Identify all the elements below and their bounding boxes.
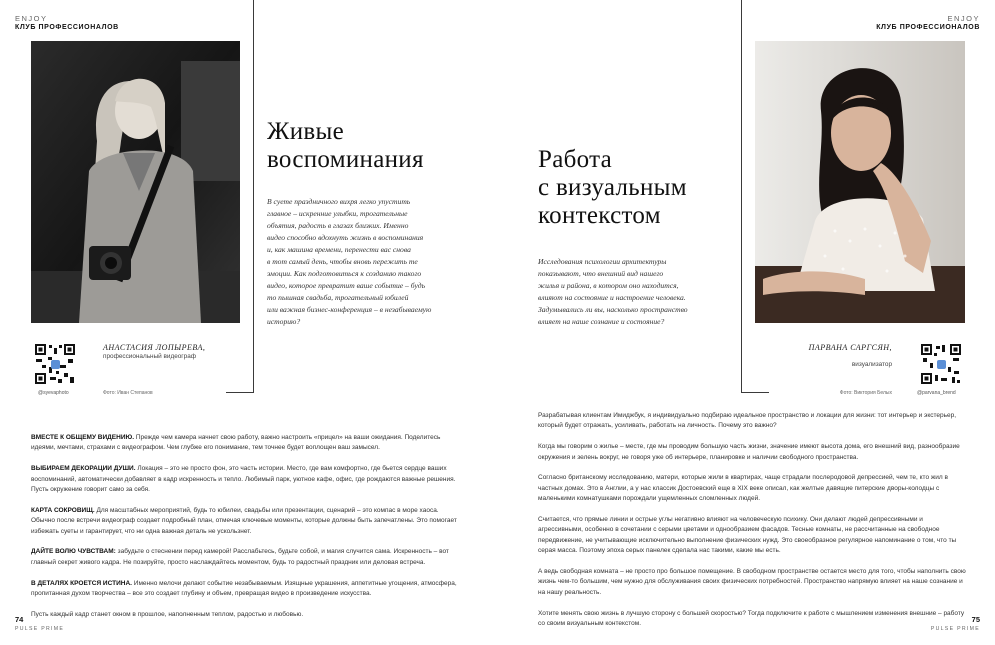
left-section-label: КЛУБ ПРОФЕССИОНАЛОВ: [15, 24, 119, 31]
paragraph-heading: ДАЙТЕ ВОЛЮ ЧУВСТВАМ:: [31, 548, 116, 556]
left-frame-vertical-line: [253, 0, 254, 393]
right-frame-vertical-line: [741, 0, 742, 393]
paragraph-text: забудьте о стеснении перед камерой! Расслабьтесь, будьте собой, и магия случится сама. Искренность – вот главный секрет живого кадра. Не позируйте, просто наслаждайтесь моментом, будь то радостный праздник или деловая встреча.: [31, 548, 449, 566]
left-person-role: профессиональный видеограф: [103, 353, 197, 360]
right-title-line-3: контекстом: [538, 202, 661, 229]
left-body-paragraph: [31, 547, 461, 568]
left-page-number: 74: [15, 615, 24, 624]
right-body-paragraph: Разрабатывая клиентам Имиджбук, я индивидуально подбираю идеальное пространство и локации для жизни: тот интерьер и экстерьер, который будет отражать, усиливать, работать на личность. Почему это важно?: [538, 412, 957, 430]
left-lead-paragraph: [267, 196, 482, 328]
videographer-photo-image: [31, 41, 240, 323]
right-title-line-1: Работа: [538, 146, 613, 173]
right-article-title: [538, 146, 738, 230]
visualizer-photo-image: [755, 41, 965, 323]
right-lead-line: жилья и района, в котором оно находится,: [538, 281, 679, 290]
left-lead-line: то пышная свадьба, трогательный юбилей: [267, 293, 409, 302]
right-lead-line: влияет на наше сознание и состояние?: [538, 317, 665, 326]
paragraph-text: Именно мелочи делают событие незабываемым. Изящные украшения, аппетитные угощения, атмосфера, пропитанная духом творчества – все это создает глубину и объем, превращая видео в произведение искусства.: [31, 579, 457, 598]
left-body-paragraph: [31, 579, 461, 600]
paragraph-heading: ВЫБИРАЕМ ДЕКОРАЦИИ ДУШИ.: [31, 465, 136, 473]
left-lead-line: В суете праздничного вихря легко упустить: [267, 197, 411, 206]
right-section-label: КЛУБ ПРОФЕССИОНАЛОВ: [876, 24, 980, 31]
left-magazine-name: PULSE PRIME: [15, 626, 65, 632]
paragraph-heading: КАРТА СОКРОВИЩ.: [31, 506, 95, 514]
right-body-paragraph: Считается, что прямые линии и острые углы негативно влияют на человеческую психику. Они делают людей депрессивными и агрессивными, особенно в сочетании с серыми цветами и однообразием фасадов. Тесные комнаты, не рассчитанные на свободное передвижение, не учитывающие исключительно выполнение физических нужд. Это своеобразное регулярное напоминание о том, что ты серая масса. Поэтому эпоха серых панелек сделала нас такими, какие мы есть.: [538, 516, 957, 555]
right-body-paragraph: Когда мы говорим о жилье – месте, где мы проводим большую часть жизни, значение имеют высота дома, его внешний вид, разнообразие окружения и зелень вокруг, не говоря уже об интерьере, планировке и наличии свободного пространства.: [538, 443, 960, 461]
right-photo-credit: Фото: Виктория Белых: [839, 390, 892, 396]
right-kicker: ENJOY: [947, 14, 980, 23]
qr-code-icon: [920, 343, 962, 385]
left-portrait-photo: [31, 41, 240, 323]
left-body-paragraph: [31, 610, 461, 620]
left-lead-line: видео способно вдохнуть жизнь в воспоминания: [267, 233, 424, 242]
left-article-title: [267, 118, 497, 174]
left-qr-handle[interactable]: @syevaphoto: [38, 390, 69, 396]
left-kicker: ENJOY: [15, 14, 48, 23]
right-portrait-photo: [755, 41, 965, 323]
paragraph-heading: ВМЕСТЕ К ОБЩЕМУ ВИДЕНИЮ.: [31, 434, 135, 441]
left-lead-line: историю?: [267, 317, 301, 326]
left-lead-line: в тот самый день, чтобы вновь пережить те: [267, 257, 418, 266]
right-page-number: 75: [971, 615, 980, 624]
right-person-role: визуализатор: [851, 361, 892, 368]
right-magazine-name: PULSE PRIME: [930, 626, 980, 632]
right-body-paragraph: Хотите менять свою жизнь в лучшую сторону с большей скоростью? Тогда подключите к работе с мышлением изменения внешние – работу со своим визуальным контекстом.: [538, 609, 965, 628]
right-body-paragraph: А ведь свободная комната – не просто про большое помещение. В свободном пространстве остается место для того, чтобы наполнить свою жизнь чем-то большим, чем нужно для обслуживания своих физических потребностей. Пространство напрямую влияет на наше сознание и на нашу реальность.: [538, 568, 966, 596]
paragraph-text: Локация – это не просто фон, это часть истории. Место, где вам комфортно, где бьется сердце ваших воспоминаний, автоматически добавляет в кадр искренность и тепло. Любимый парк, уютное кафе, офис, где рождаются важные решения. Пусть окружение говорит само за себя.: [31, 465, 456, 494]
left-lead-line: главное – искренние улыбки, трогательные: [267, 209, 408, 218]
left-qr-code[interactable]: [34, 343, 76, 385]
paragraph-text: Для масштабных мероприятий, будь то юбилеи, свадьбы или презентации, сценарий – это компас в море хаоса. Обычно после встречи видеограф создает подробный план, отмечая ключевые моменты, которые должны быть запечатлены. Это помогает избежать суеты и гарантирует, что ни одна важная деталь не ускользнет.: [31, 506, 457, 535]
left-lead-line: объятия, радость в глазах близких. Именно: [267, 221, 409, 230]
right-lead-paragraph: [538, 256, 738, 328]
left-lead-line: эмоции. Как подготовиться к созданию такого: [267, 269, 422, 278]
qr-code-icon: [34, 343, 76, 385]
right-lead-line: Задумывались ли вы, насколько пространство: [538, 305, 688, 314]
right-lead-line: показывают, что внешний вид нашего: [538, 269, 664, 278]
left-title-line-1: Живые: [267, 118, 344, 145]
right-frame-horizontal-line: [741, 392, 769, 393]
left-body-paragraph: [31, 506, 461, 537]
left-lead-line: и, как машина времени, перенести вас снова: [267, 245, 411, 254]
right-person-name: ПАРВАНА САРГСЯН,: [808, 343, 892, 352]
paragraph-text: Прежде чем камера начнет свою работу, важно настроить «прицел» на ваши ожидания. Поделитесь идеями, мечтами, страхами с видеографом. Чем глубже его понимание, тем точнее будет воплощен ваш замысел.: [31, 434, 441, 452]
left-lead-line: или важная бизнес-конференция – в незабываемую: [267, 305, 432, 314]
right-body-text: [538, 411, 966, 640]
right-title-line-2: с визуальным: [538, 174, 687, 201]
left-lead-line: видео, которое превратит ваше событие – будь: [267, 281, 426, 290]
paragraph-heading: В ДЕТАЛЯХ КРОЕТСЯ ИСТИНА.: [31, 579, 132, 587]
right-lead-line: Исследования психологии архитектуры: [538, 257, 667, 266]
right-body-paragraph: Согласно британскому исследованию, матери, которые жили в квартирах, чаще страдали послеродовой депрессией, чем те, кто жил в частных домах. Это в Англии, а у нас классик Достоевский еще в XIX веке описал, как желтые давящие питерские дворы-колодцы с маленькими комнатушками порождали ущемленных сломленных людей.: [538, 474, 948, 503]
left-body-paragraph: [31, 433, 461, 454]
left-person-name: АНАСТАСИЯ ЛОПЫРЕВА,: [103, 343, 206, 352]
left-frame-horizontal-line: [226, 392, 254, 393]
right-qr-code[interactable]: [920, 343, 962, 385]
left-body-text: [31, 433, 461, 631]
paragraph-text: Пусть каждый кадр станет окном в прошлое, наполненным теплом, радостью и любовью.: [31, 610, 304, 618]
right-qr-handle[interactable]: @parvana_brend: [917, 390, 956, 396]
right-lead-line: влияют на состояние и настроение человека.: [538, 293, 686, 302]
left-title-line-2: воспоминания: [267, 146, 424, 173]
left-photo-credit: Фото: Иван Степанов: [103, 390, 153, 396]
left-body-paragraph: [31, 464, 461, 495]
